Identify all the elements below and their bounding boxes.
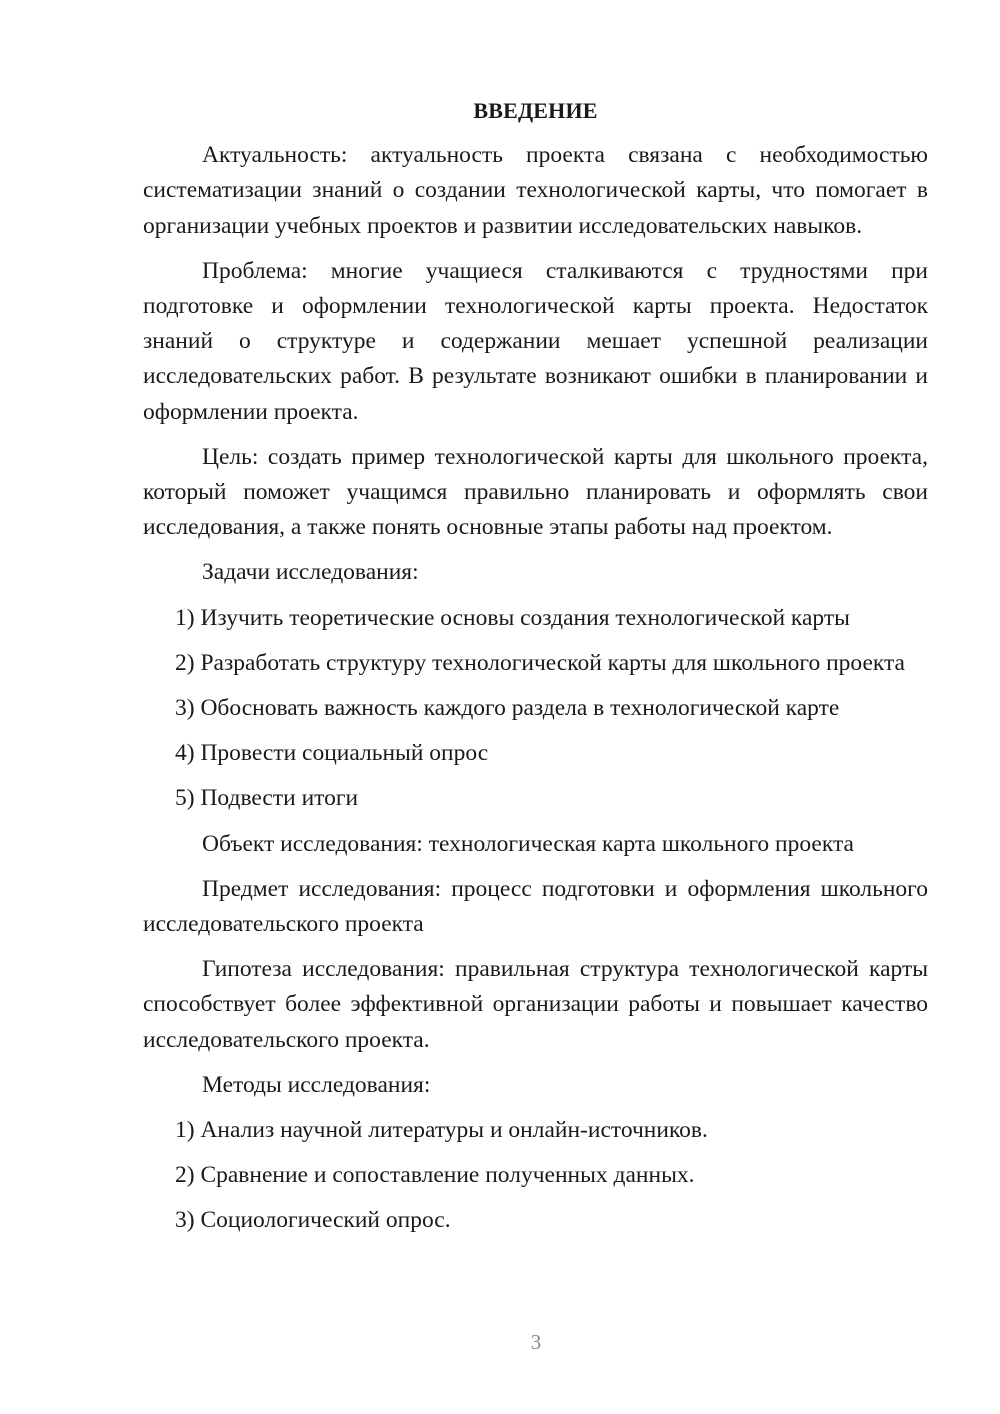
methods-heading: Методы исследования: xyxy=(202,1071,431,1098)
problem-paragraph: Проблема: многие учащиеся сталкиваются с трудностями при подготовке и оформлении технологической карты проекта. Недостаток знаний о структуре и содержании мешает успешной реализации исследовательских работ. В результате возникают ошибки в планировании и оформлении проекта. xyxy=(143,257,928,425)
method-item: 2) Сравнение и сопоставление полученных данных. xyxy=(175,1162,695,1189)
subject-paragraph: Предмет исследования: процесс подготовки и оформления школьного исследовательского проекта xyxy=(143,875,928,938)
relevance-paragraph: Актуальность: актуальность проекта связана с необходимостью систематизации знаний о создании технологической карты, что помогает в организации учебных проектов и развитии исследовательских навыков. xyxy=(143,142,928,239)
method-item: 1) Анализ научной литературы и онлайн-источников. xyxy=(175,1117,708,1144)
page-number: 3 xyxy=(530,1330,542,1354)
goal-paragraph: Цель: создать пример технологической карты для школьного проекта, который поможет учащимся правильно планировать и оформлять свои исследования, а также понять основные этапы работы над проектом. xyxy=(143,443,928,541)
hypothesis-paragraph: Гипотеза исследования: правильная структура технологической карты способствует более эффективной организации работы и повышает качество исследовательского проекта. xyxy=(143,956,928,1053)
task-item: 5) Подвести итоги xyxy=(175,785,359,812)
tasks-heading: Задачи исследования: xyxy=(202,559,419,586)
task-item: 1) Изучить теоретические основы создания технологической карты xyxy=(175,604,850,631)
task-item: 3) Обосновать важность каждого раздела в технологической карте xyxy=(175,695,840,722)
method-item: 3) Социологический опрос. xyxy=(175,1207,451,1234)
page-content xyxy=(143,93,928,1249)
task-item: 2) Разработать структуру технологической карты для школьного проекта xyxy=(175,649,905,676)
section-title: ВВЕДЕНИЕ xyxy=(473,98,598,123)
object-paragraph: Объект исследования: технологическая карта школьного проекта xyxy=(202,830,854,857)
task-item: 4) Провести социальный опрос xyxy=(175,740,489,767)
